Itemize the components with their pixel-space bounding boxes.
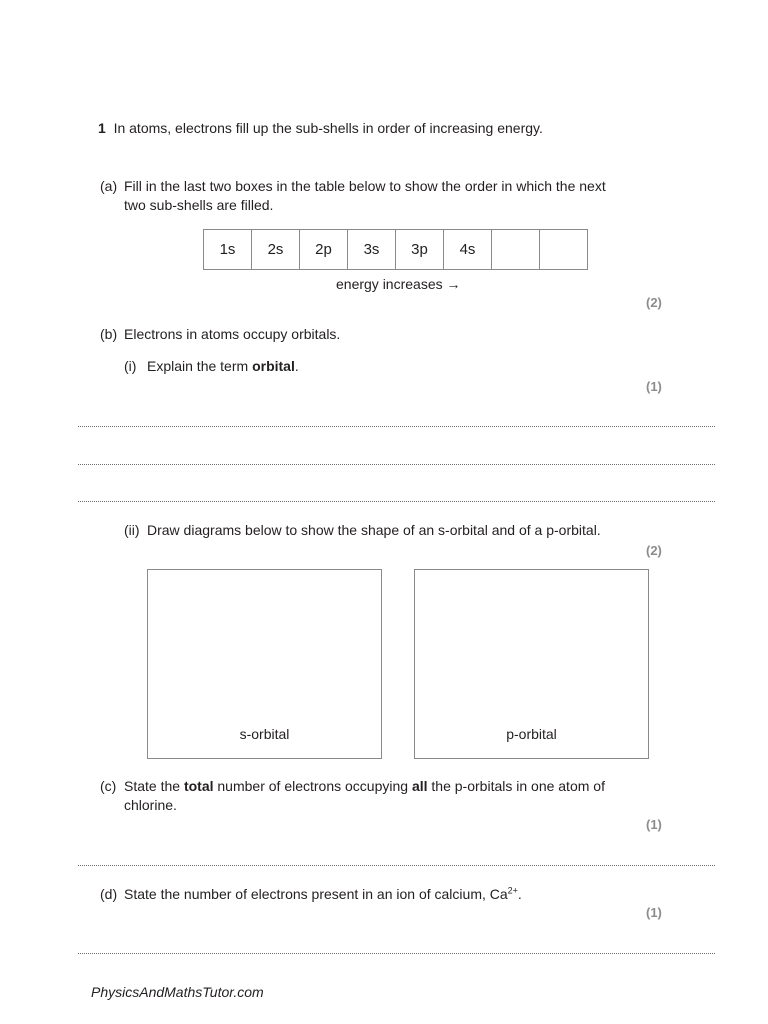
subshell-cell: 2p [300, 230, 348, 270]
part-a-label: (a) [100, 178, 118, 194]
answer-line[interactable] [78, 865, 715, 866]
part-b-ii-label: (ii) [124, 522, 140, 538]
part-c-label: (c) [100, 778, 117, 794]
question-intro-text: In atoms, electrons fill up the sub-shells in order of increasing energy. [113, 120, 543, 136]
part-c-line-1 [124, 777, 605, 796]
part-d-marks: (1) [646, 905, 662, 920]
part-c-text-2: number of electrons occupying [213, 778, 412, 794]
part-b-i-text-after: . [294, 358, 299, 374]
part-b-i-marks: (1) [646, 379, 662, 394]
footer-site: PhysicsAndMathsTutor.com [91, 984, 264, 1000]
part-b-ii-text: Draw diagrams below to show the shape of an s-orbital and of a p-orbital. [147, 522, 601, 538]
subshell-cell: 4s [444, 230, 492, 270]
part-d-superscript: 2+ [507, 885, 518, 896]
part-c-text-3: the p-orbitals in one atom of [427, 778, 605, 794]
part-b-ii-marks: (2) [646, 543, 662, 558]
subshell-row [204, 230, 588, 270]
subshell-answer-cell[interactable] [540, 230, 588, 270]
part-b-i-term: orbital [252, 358, 295, 374]
answer-line[interactable] [78, 426, 715, 427]
subshell-cell: 2s [252, 230, 300, 270]
part-a-line-1: Fill in the last two boxes in the table below to show the order in which the next [124, 178, 606, 194]
subshell-order-table [203, 229, 588, 270]
part-b-i-text [147, 357, 299, 376]
part-d-text [124, 885, 522, 904]
part-d-text-end: . [517, 886, 522, 902]
answer-line[interactable] [78, 464, 715, 465]
subshell-cell: 3s [348, 230, 396, 270]
part-c-text-1: State the [124, 778, 184, 794]
p-orbital-label: p-orbital [506, 726, 557, 742]
s-orbital-label: s-orbital [239, 726, 290, 742]
part-c-line-2: chlorine. [124, 797, 177, 813]
part-a-marks: (2) [646, 295, 662, 310]
part-d-text-main: State the number of electrons present in an ion of calcium, Ca [124, 886, 508, 902]
subshell-cell: 1s [204, 230, 252, 270]
answer-line[interactable] [78, 501, 715, 502]
question-number: 1 [98, 120, 106, 136]
question-intro [98, 119, 543, 138]
part-b-label: (b) [100, 326, 118, 342]
part-b-text: Electrons in atoms occupy orbitals. [124, 326, 341, 342]
part-a-line-2: two sub-shells are filled. [124, 197, 274, 213]
part-b-i-label: (i) [124, 358, 137, 374]
part-b-i-text-before: Explain the term [147, 358, 253, 374]
part-c-bold-all: all [411, 778, 428, 794]
part-c-marks: (1) [646, 817, 662, 832]
subshell-answer-cell[interactable] [492, 230, 540, 270]
subshell-cell: 3p [396, 230, 444, 270]
part-c-bold-total: total [183, 778, 214, 794]
part-d-label: (d) [100, 886, 118, 902]
p-orbital-drawing-box[interactable] [414, 569, 649, 759]
answer-line[interactable] [78, 953, 715, 954]
energy-caption: energy increases → [336, 276, 461, 292]
s-orbital-drawing-box[interactable] [147, 569, 382, 759]
